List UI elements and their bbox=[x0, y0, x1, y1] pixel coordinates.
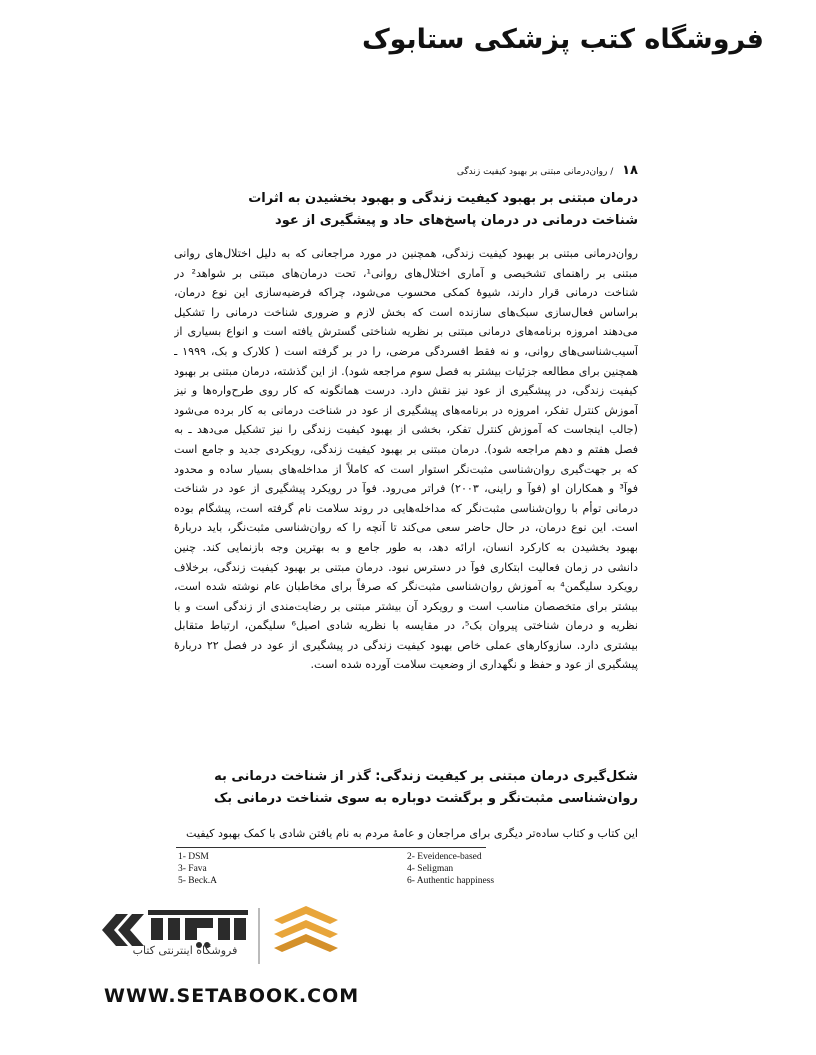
text-line: روان‌درمانی مبتنی بر بهبود کیفیت زندگی، همچنین در مورد مراجعانی که به دلیل اختلال‌های روانی bbox=[174, 247, 638, 260]
logo-subtitle: فروشگاه اینترنتی کتاب bbox=[132, 944, 238, 957]
footnote: 5- Beck.A bbox=[178, 876, 218, 886]
footnote-rule bbox=[176, 847, 486, 848]
text-line: درمانی توأم با روان‌شناسی مثبت‌نگر که مداخله‌هایی در روند سلامت نام گرفته است، پیشگام بوده bbox=[174, 501, 638, 515]
text-line: پیشگیری از عود و حفظ و نگهداری از وضعیت سلامت آورده شده است. bbox=[310, 658, 638, 672]
footnote: 2- Eveidence-based bbox=[407, 852, 482, 862]
text-line: شناخت درمانی قرار دارند، شیوهٔ کمکی محسوب می‌شود، چراکه فرضیه‌سازی این نوع درمان، bbox=[174, 286, 638, 300]
text-line: رویکرد سلیگمن⁴ به آموزش روان‌شناسی مثبت‌نگر که صرفاً برای مخاطبان عام نوشته شده است، bbox=[174, 580, 638, 594]
footnote: 4- Seligman bbox=[407, 864, 454, 874]
text-line: که بر جهت‌گیری روان‌شناسی مثبت‌نگر استوار است که کاملاً از مداخله‌های بسیار ساده و محدود bbox=[174, 462, 638, 476]
heading-line: شناخت درمانی در درمان پاسخ‌های حاد و پیشگیری از عود bbox=[275, 213, 638, 228]
text-line: این کتاب و کتاب ساده‌تر دیگری برای مراجعان و عامهٔ مردم به نام یافتن شادی با کمک بهبود کیفیت bbox=[186, 827, 638, 840]
text-line: است. این نوع درمان، در حال حاضر سعی می‌کند تا آنچه را که روان‌شناسی مثبت‌نگر، باید دربارهٔ bbox=[174, 521, 638, 535]
section-heading-1 bbox=[178, 188, 638, 232]
paragraph-2 bbox=[174, 824, 638, 844]
section-heading-2 bbox=[178, 766, 638, 810]
running-header bbox=[457, 163, 638, 178]
footnote: 3- Fava bbox=[178, 864, 207, 874]
text-line: دانشی در زمان فعالیت ابتکاری فوآ در دسترس نبود. درمان مبتنی بر بهبود کیفیت زندگی، برخلاف bbox=[174, 560, 638, 574]
footnote: 6- Authentic happiness bbox=[407, 876, 495, 886]
text-line: فصل هفتم و دهم مراجعه شود). درمان مبتنی بر بهبود کیفیت زندگی، رویکردی جدید و جامع است bbox=[174, 442, 638, 456]
text-line: بهبود بخشیدن به کارکرد انسان، ارائه دهد، به طور جامع و به بهترین وجه بازنمایی کند. چنین bbox=[174, 540, 638, 554]
logo-url: WWW.SETABOOK.COM bbox=[104, 985, 360, 1007]
text-line: بیشتری دارد. سازوکارهای عملی خاص بهبود کیفیت زندگی در پیشگیری از عود در فصل ۲۲ دربارهٔ bbox=[174, 638, 638, 652]
paragraph-1 bbox=[174, 244, 638, 675]
heading-line: درمان مبتنی بر بهبود کیفیت زندگی و بهبود بخشیدن به اثرات bbox=[248, 191, 638, 206]
text-line: بیشتر برای متخصصان مناسب است و رویکرد آن بیشتر مبتنی بر رضایت‌مندی از زندگی است و با bbox=[174, 599, 638, 613]
text-line: آموزش کنترل تفکر، امروزه در برنامه‌های پیشگیری از عود در شناخت درمانی به کار برده می‌شود bbox=[174, 403, 638, 417]
text-line: نظریه و درمان شناختی پیروان بک⁵، در مقایسه با نظریه شادی اصیل⁶ سلیگمن، ارتباط متقابل bbox=[174, 619, 638, 633]
heading-line: شکل‌گیری درمان مبتنی بر کیفیت زندگی: گذر از شناخت درمانی به bbox=[214, 769, 638, 784]
text-line: براساس فعال‌سازی سبک‌های سازنده است که بخش لازم و ضروری شناخت درمانی را تشکیل bbox=[174, 305, 638, 319]
text-line: آسیب‌شناسی‌های روانی، و نه فقط افسردگی مرضی، را در بر گرفته است ( کلارک و بک، ۱۹۹۹ ـ bbox=[174, 344, 638, 358]
text-line: می‌دهند امروزه برنامه‌های درمانی مبتنی بر نظریه شناختی گسترش یافته است و انواع بسیاری از bbox=[174, 325, 638, 339]
text-line: همچنین برای مطالعه جزئیات بیشتر به فصل سوم مراجعه شود). از این گذشته، درمان مبتنی بر بهبود bbox=[174, 364, 638, 378]
book-title: روان‌درمانی مبتنی بر بهبود کیفیت زندگی bbox=[456, 167, 608, 177]
text-line: مبتنی بر راهنمای تشخیصی و آماری اختلال‌های روانی¹، تحت درمان‌های مبتنی بر شواهد² در bbox=[174, 266, 638, 280]
heading-line: روان‌شناسی مثبت‌نگر و برگشت دوباره به سوی شناخت درمانی بک bbox=[213, 791, 638, 806]
header-separator: / bbox=[610, 167, 614, 177]
setabook-logo bbox=[96, 900, 356, 980]
page-number: ۱۸ bbox=[622, 163, 638, 178]
text-line: فوآ³ و همکاران او (فوآ و راینی، ۲۰۰۳) فراتر می‌رود. فوآ در رویکرد پیشگیری از عود در شناخت bbox=[174, 482, 638, 496]
text-line: کیفیت زندگی، در پیشگیری از عود نیز نقش دارد. درست همانگونه که کار روی طرح‌واره‌ها و نیز bbox=[174, 384, 638, 398]
store-title: فروشگاه کتب پزشکی ستابوک bbox=[361, 24, 764, 55]
text-line: (جالب اینجاست که آموزش کنترل تفکر، بخشی از بهبود کیفیت زندگی را نیز تشکیل می‌دهد ـ به bbox=[174, 423, 638, 437]
footnote: 1- DSM bbox=[178, 852, 209, 862]
